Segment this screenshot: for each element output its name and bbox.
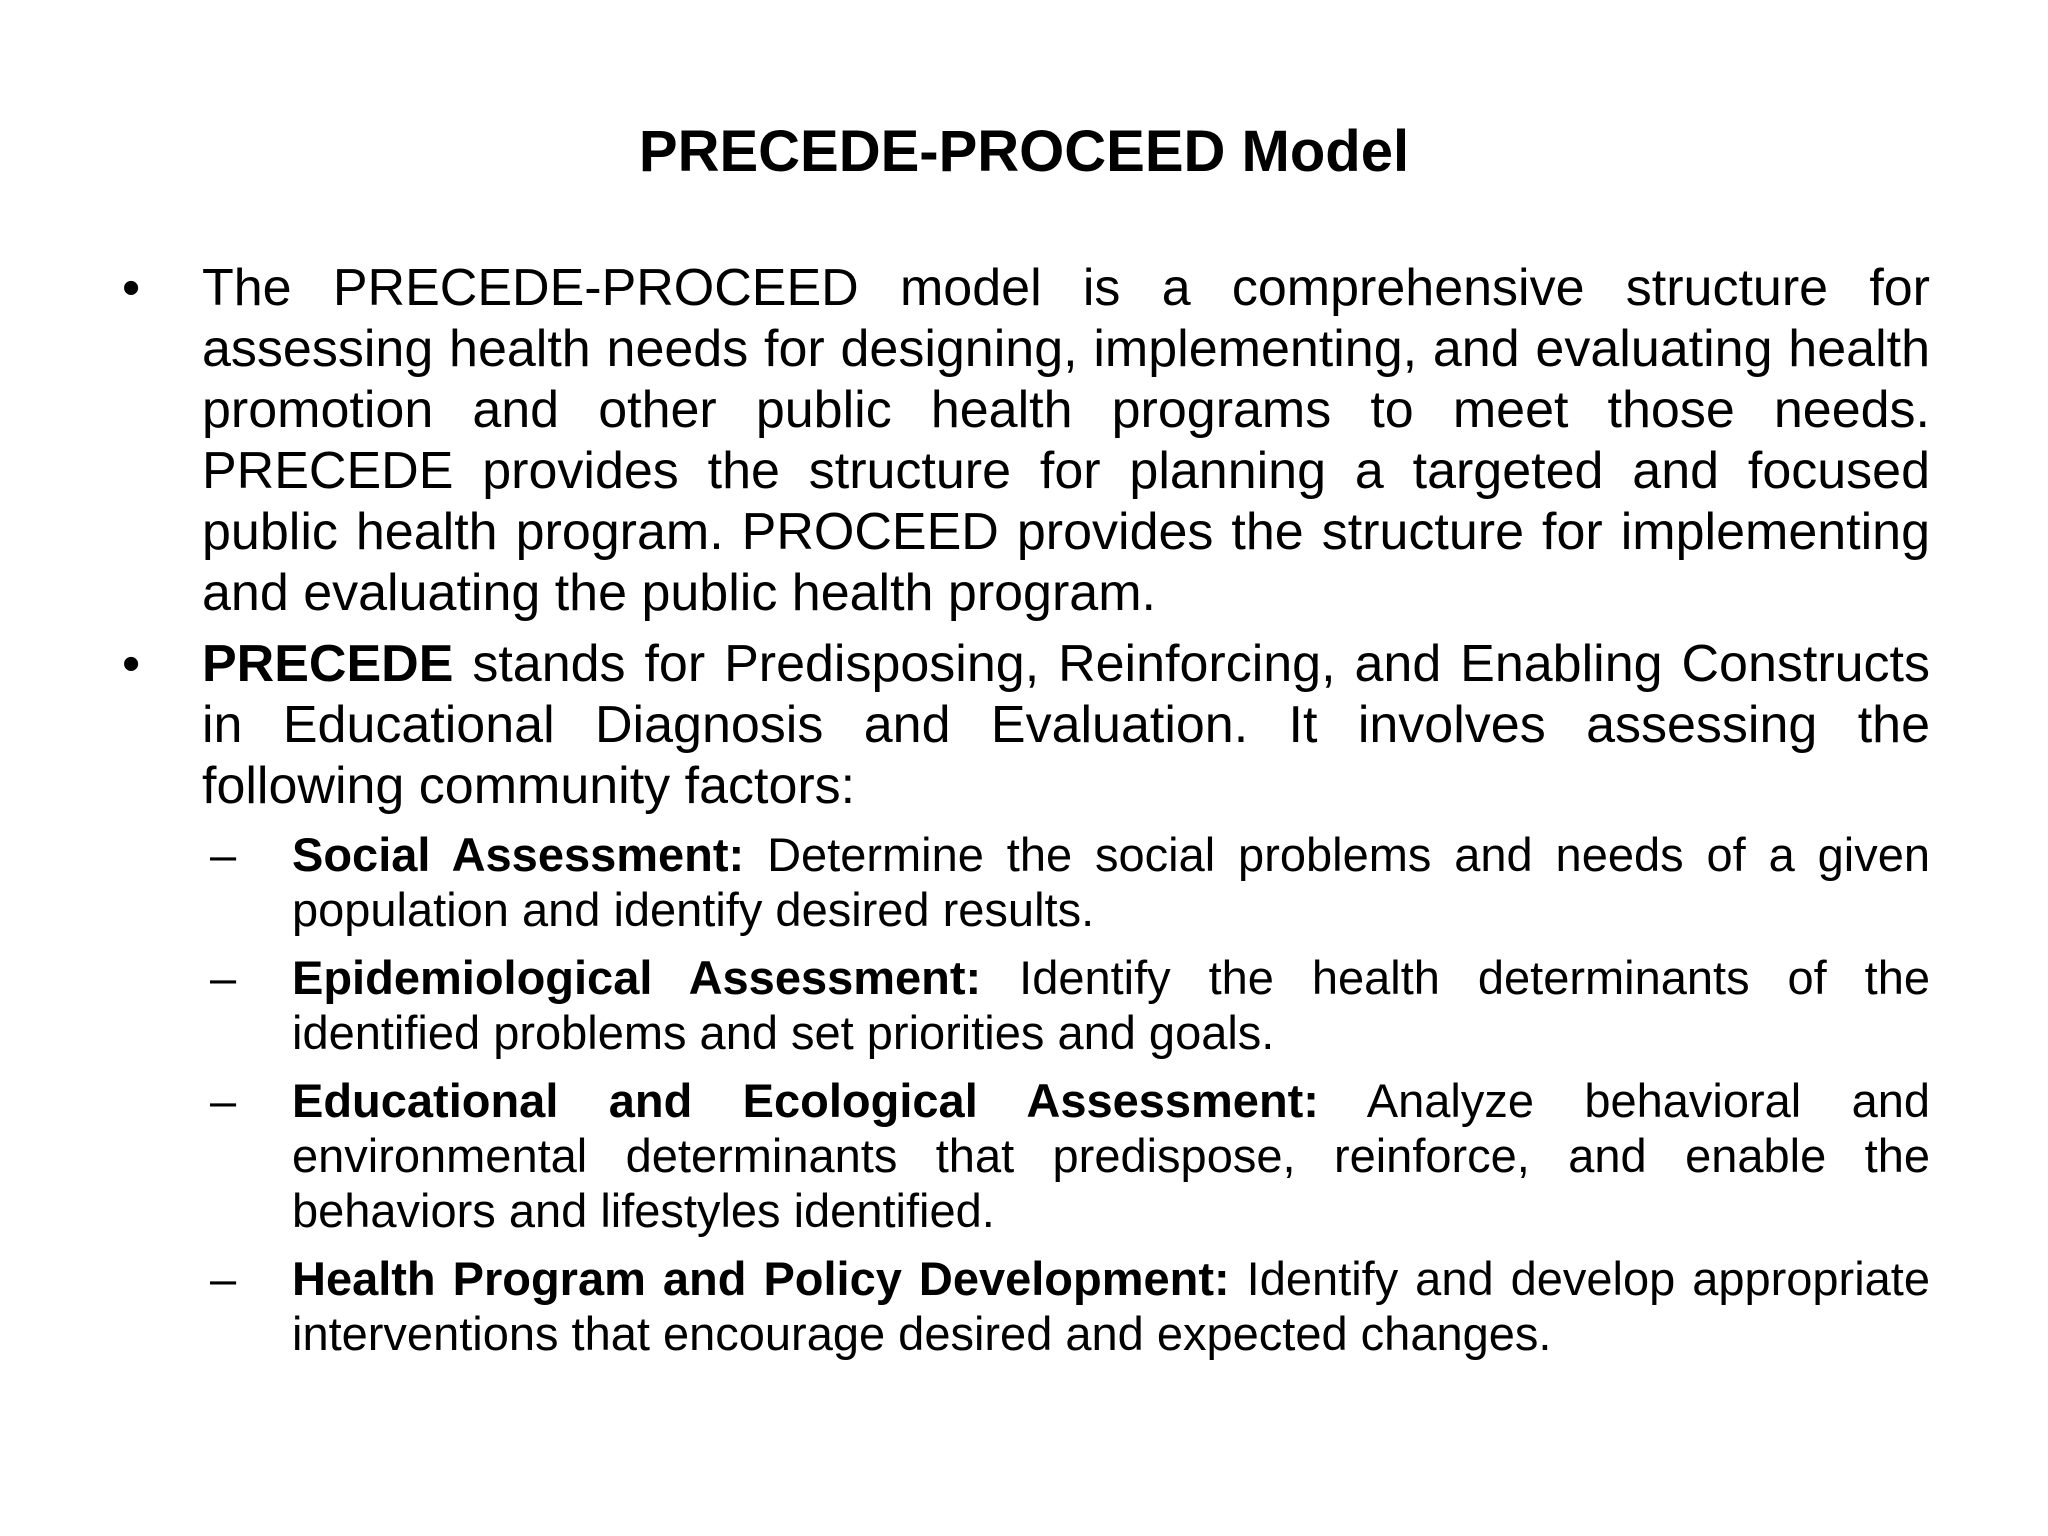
- sub-item-lead: Educational and Ecological Assessment:: [292, 1074, 1319, 1127]
- sub-item-program-policy-development: [210, 1251, 1930, 1361]
- slide-body: [120, 258, 1930, 1374]
- sub-item-social-assessment: [210, 827, 1930, 937]
- bullet-lead: PRECEDE: [202, 635, 454, 693]
- bullet-text: stands for Predisposing, Reinforcing, and Enabling Constructs in Educational Diagnosis and Evaluation. It involves assessing the following community factors:: [202, 635, 1930, 815]
- bullet-marker: •: [122, 259, 141, 317]
- sub-item-lead: Epidemiological Assessment:: [292, 951, 982, 1004]
- sub-item-text: Identify the health determinants of the identified problems and set priorities and goals.: [292, 951, 1930, 1059]
- dash-marker: –: [210, 1252, 237, 1305]
- sub-item-lead: Health Program and Policy Development:: [292, 1252, 1230, 1305]
- bullet-text: The PRECEDE-PROCEED model is a comprehensive structure for assessing health needs for designing, implementing, and evaluating health promotion and other public health programs to meet those needs. PRECEDE provides the structure for planning a targeted and focused public health program. PROCEED provides the structure for implementing and evaluating the public health program.: [202, 259, 1930, 622]
- sub-item-epidemiological-assessment: [210, 950, 1930, 1060]
- sub-item-lead: Social Assessment:: [292, 828, 745, 881]
- dash-marker: –: [210, 951, 237, 1004]
- sub-list: [120, 827, 1930, 1361]
- dash-marker: –: [210, 828, 237, 881]
- dash-marker: –: [210, 1074, 237, 1127]
- sub-item-text: Analyze behavioral and environmental determinants that predispose, reinforce, and enable the behaviors and lifestyles identified.: [292, 1074, 1930, 1237]
- sub-item-text: Determine the social problems and needs of a given population and identify desired results.: [292, 828, 1930, 936]
- bullet-marker: •: [122, 635, 141, 693]
- sub-item-text: Identify and develop appropriate interventions that encourage desired and expected changes.: [292, 1252, 1930, 1360]
- sub-item-educational-ecological-assessment: [210, 1073, 1930, 1238]
- bullet-item-precede: [120, 634, 1930, 817]
- slide-title: PRECEDE-PROCEED Model: [638, 119, 1410, 184]
- bullet-item-overview: [120, 258, 1930, 624]
